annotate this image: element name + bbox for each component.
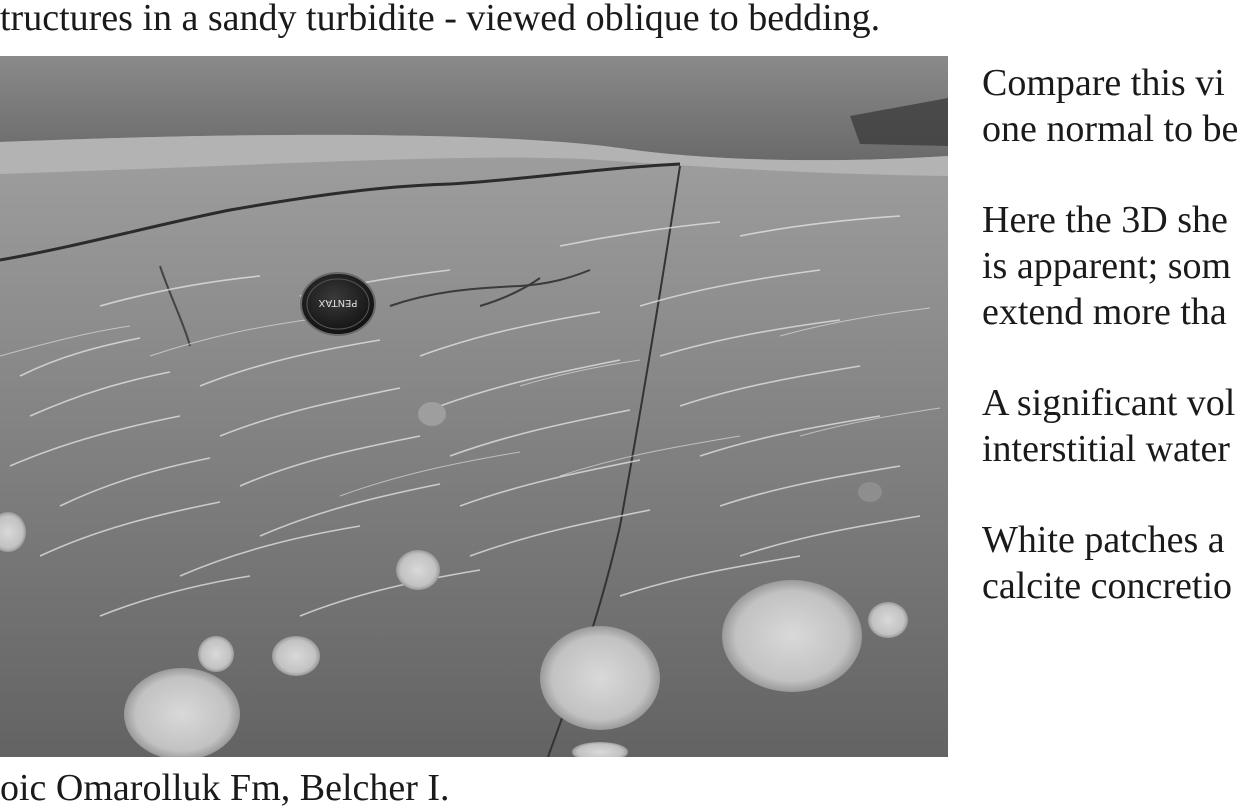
outcrop-photo-drawing	[0, 56, 948, 757]
note-interstitial-water: A significant vol interstitial water	[982, 382, 1236, 470]
lens-cap-text: PENTAX	[318, 297, 358, 308]
note-3d-sheets: Here the 3D she is apparent; som extend more tha	[982, 199, 1232, 333]
note-white-patches: White patches a calcite concretio	[982, 519, 1233, 607]
page-title: tructures in a sandy turbidite - viewed oblique to bedding.	[0, 0, 881, 39]
note-compare: Compare this vi one normal to be	[982, 62, 1239, 150]
lens-cap	[301, 273, 375, 335]
side-notes	[982, 60, 1250, 654]
outcrop-photo	[0, 56, 948, 757]
figure-caption: oic Omarolluk Fm, Belcher I.	[0, 767, 450, 809]
